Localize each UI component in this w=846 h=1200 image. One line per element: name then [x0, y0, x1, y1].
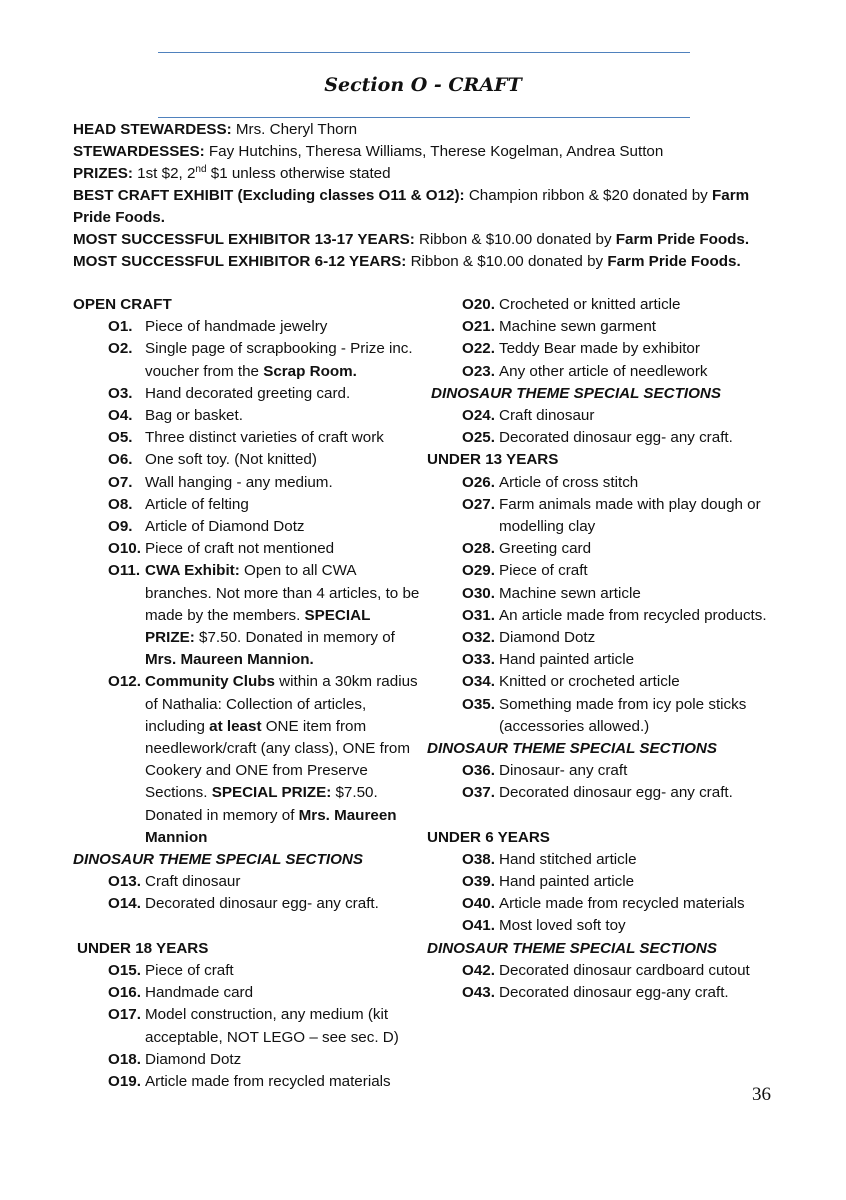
top-divider [158, 52, 690, 53]
prizes-line: PRIZES: 1st $2, 2nd $1 unless otherwise stated [73, 163, 391, 182]
dinosaur-theme-heading: DINOSAUR THEME SPECIAL SECTIONS [427, 939, 718, 957]
class-item: O4. Bag or basket. [108, 407, 243, 425]
class-item: O13. Craft dinosaur [108, 873, 241, 891]
class-item: O24. Craft dinosaur [462, 407, 595, 425]
class-item: O40. Article made from recycled materials [462, 895, 745, 913]
class-item: O42. Decorated dinosaur cardboard cutout [462, 961, 750, 979]
class-item-community-clubs: O12. Community Clubs within a 30km radius of Nathalia: Collection of articles, including at least ONE item from needlework/craft (any class), ONE from Cookery and ONE from Preserve Sections. SPECIAL PRIZE: $7.50. Donated in memory of Mrs. Maureen Mannion [108, 673, 418, 846]
class-item: O9. Article of Diamond Dotz [108, 518, 305, 536]
page-number: 36 [752, 1084, 771, 1105]
class-item: O25. Decorated dinosaur egg- any craft. [462, 429, 733, 447]
class-item: O15. Piece of craft [108, 961, 234, 979]
class-item: O43. Decorated dinosaur egg-any craft. [462, 984, 729, 1002]
section-header-info [73, 119, 783, 273]
right-column [427, 294, 772, 1004]
dinosaur-theme-heading: DINOSAUR THEME SPECIAL SECTIONS [431, 384, 722, 402]
class-item: O33. Hand painted article [462, 651, 635, 669]
class-item: O32. Diamond Dotz [462, 629, 596, 647]
bottom-divider [158, 117, 690, 118]
class-item: O17. Model construction, any medium (kit acceptable, NOT LEGO – see sec. D) [108, 1006, 399, 1046]
class-item: O1. Piece of handmade jewelry [108, 318, 328, 336]
class-item: O31. An article made from recycled products. [462, 606, 767, 624]
class-item: O5. Three distinct varieties of craft work [108, 429, 384, 447]
class-item: O39. Hand painted article [462, 873, 635, 891]
class-item: O37. Decorated dinosaur egg- any craft. [462, 784, 733, 802]
class-item: O38. Hand stitched article [462, 850, 637, 868]
class-item: O41. Most loved soft toy [462, 917, 626, 935]
class-item: O6. One soft toy. (Not knitted) [108, 451, 317, 469]
class-item: O10. Piece of craft not mentioned [108, 540, 335, 558]
class-item: O27. Farm animals made with play dough or modelling clay [462, 495, 761, 536]
class-item: O23. Any other article of needlework [462, 362, 708, 380]
class-item: O28. Greeting card [462, 540, 592, 558]
class-item: O29. Piece of craft [462, 562, 588, 580]
under-13-heading: UNDER 13 YEARS [427, 451, 559, 469]
class-item: O34. Knitted or crocheted article [462, 673, 680, 691]
stewardesses-line: STEWARDESSES: Fay Hutchins, Theresa Williams, Therese Kogelman, Andrea Sutton [73, 143, 664, 160]
most-successful-13-17-line: MOST SUCCESSFUL EXHIBITOR 13-17 YEARS: Ribbon & $10.00 donated by Farm Pride Foods. [73, 231, 750, 248]
under-6-heading: UNDER 6 YEARS [427, 828, 550, 846]
dinosaur-theme-heading: DINOSAUR THEME SPECIAL SECTIONS [73, 851, 364, 869]
class-item: O21. Machine sewn garment [462, 318, 657, 336]
class-item: O16. Handmade card [108, 984, 254, 1002]
class-item: O20. Crocheted or knitted article [462, 296, 681, 313]
class-item: O3. Hand decorated greeting card. [108, 384, 351, 402]
under-18-heading: UNDER 18 YEARS [77, 939, 209, 957]
section-title: Section O - CRAFT [324, 74, 522, 96]
class-item: O36. Dinosaur- any craft [462, 762, 628, 780]
open-craft-heading: OPEN CRAFT [73, 296, 172, 313]
class-item-cwa: O11. CWA Exhibit: Open to all CWA branches. Not more than 4 articles, to be made by the members. SPECIAL PRIZE: $7.50. Donated in memory of Mrs. Maureen Mannion. [108, 562, 420, 669]
best-craft-line: BEST CRAFT EXHIBIT (Excluding classes O11 & O12): Champion ribbon & $20 donated by Farm Pride Foods. [73, 187, 750, 226]
class-item: O2. Single page of scrapbooking - Prize inc. voucher from the Scrap Room. [108, 340, 413, 380]
class-item: O18. Diamond Dotz [108, 1050, 242, 1068]
class-item: O14. Decorated dinosaur egg- any craft. [108, 895, 379, 913]
class-item: O30. Machine sewn article [462, 584, 641, 602]
class-item: O19. Article made from recycled materials [108, 1072, 391, 1090]
class-item: O35. Something made from icy pole sticks (accessories allowed.) [462, 695, 747, 735]
most-successful-6-12-line: MOST SUCCESSFUL EXHIBITOR 6-12 YEARS: Ribbon & $10.00 donated by Farm Pride Foods. [73, 253, 741, 270]
class-item: O26. Article of cross stitch [462, 473, 639, 491]
class-item: O22. Teddy Bear made by exhibitor [462, 340, 700, 358]
class-item: O8. Article of felting [108, 495, 249, 513]
class-item: O7. Wall hanging - any medium. [108, 473, 333, 491]
head-stewardess-line: HEAD STEWARDESS: Mrs. Cheryl Thorn [73, 121, 358, 138]
left-column [73, 294, 423, 1093]
dinosaur-theme-heading: DINOSAUR THEME SPECIAL SECTIONS [427, 740, 718, 758]
